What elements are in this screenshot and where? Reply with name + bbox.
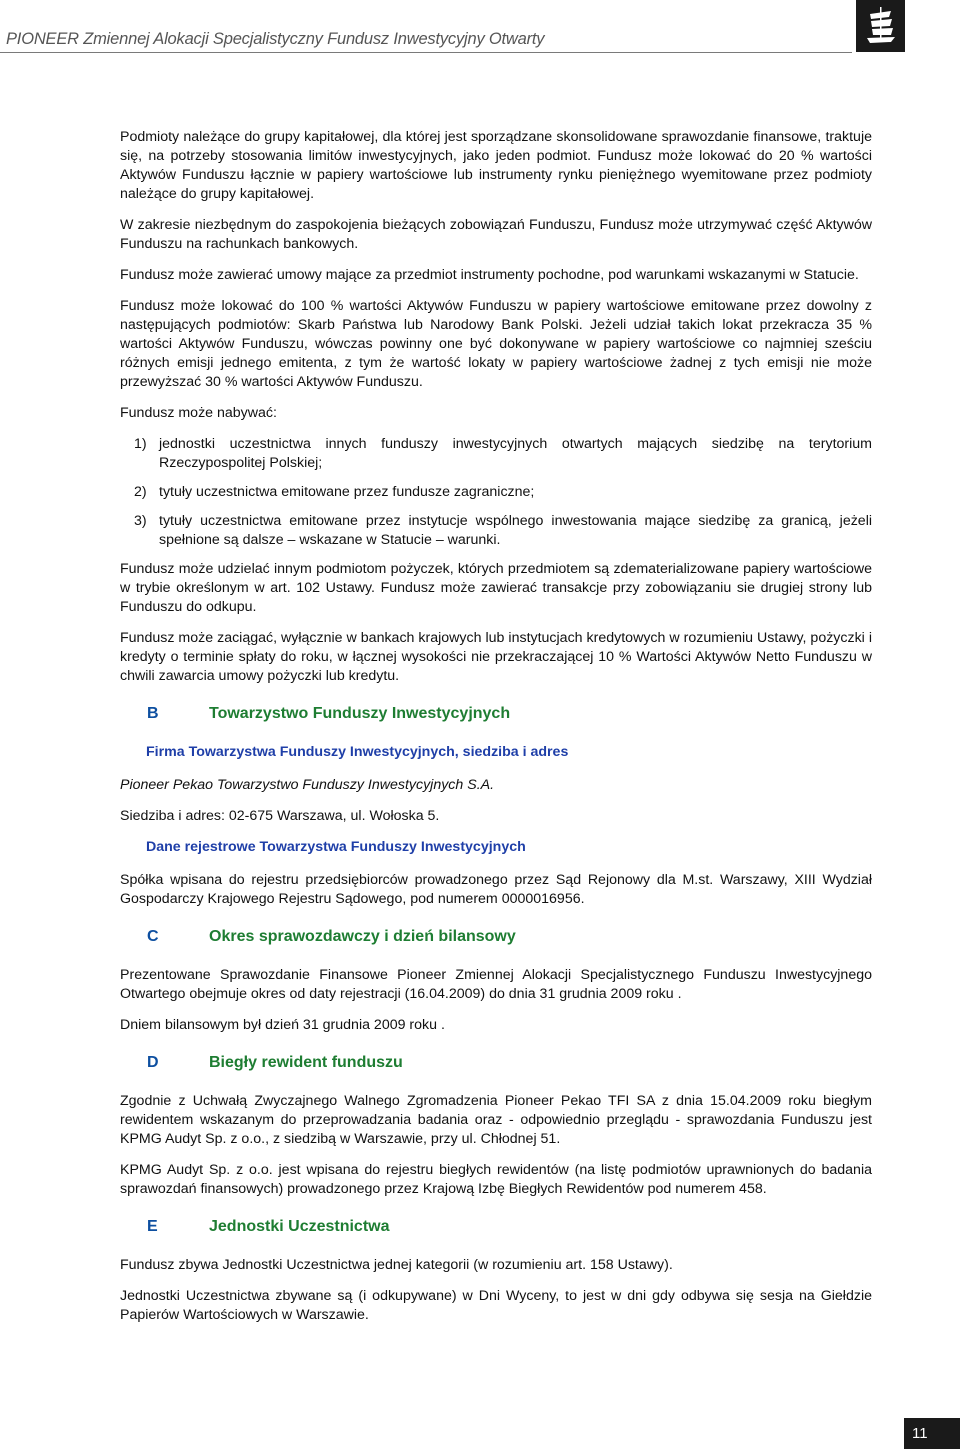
list-item-text: tytuły uczestnictwa emitowane przez fundusze zagraniczne; — [159, 484, 535, 500]
auditor-registry-text: KPMG Audyt Sp. z o.o. jest wpisana do rejestru biegłych rewidentów (na listę podmiotów uprawnionych do badania sprawozdań finansowych) prowadzonego przez Krajową Izbę Biegłych Rewidentów pod numerem 458. — [120, 1162, 872, 1197]
paragraph-loans-securities: Fundusz może udzielać innym podmiotom pożyczek, których przedmiotem są zdematerializowane papiery wartościowe w trybie określonym w art. 102 Ustawy. Fundusz może zawierać transakcje przy zobowiązaniu sie drugiej strony lub Funduszu do odkupu. — [120, 561, 872, 615]
section-letter: B — [147, 705, 159, 722]
header-divider — [0, 52, 852, 53]
units-valuation-days-text: Jednostki Uczestnictwa zbywane są (i odkupywane) w Dni Wyceny, to jest w dni gdy odbywa się sesja na Giełdzie Papierów Wartościowych w Warszawie. — [120, 1288, 872, 1323]
section-heading-b — [147, 704, 872, 723]
section-heading-e — [147, 1217, 872, 1236]
registry-text: Spółka wpisana do rejestru przedsiębiorców prowadzonego przez Sąd Rejonowy dla M.st. Warszawy, XIII Wydział Gospodarczy Krajowego Rejestru Sądowego, pod numerem 0000016956. — [120, 872, 872, 907]
subheading-company-address: Firma Towarzystwa Funduszy Inwestycyjnych, siedziba i adres — [146, 744, 569, 760]
section-title: Towarzystwo Funduszy Inwestycyjnych — [209, 705, 511, 722]
units-category-text: Fundusz zbywa Jednostki Uczestnictwa jednej kategorii (w rozumieniu art. 158 Ustawy). — [120, 1257, 673, 1273]
page-body — [120, 128, 872, 1337]
section-letter: D — [147, 1054, 159, 1071]
auditor-resolution-text: Zgodnie z Uchwałą Zwyczajnego Walnego Zgromadzenia Pioneer Pekao TFI SA z dnia 15.04.2009 roku biegłym rewidentem wskazanym do przeprowadzania badania oraz - odpowiednio przeglądu - sprawozdania Funduszu jest KPMG Audyt Sp. z o.o., z siedzibą w Warszawie, przy ul. Chłodnej 51. — [120, 1093, 872, 1147]
section-letter: C — [147, 928, 159, 945]
page-number: 11 — [904, 1418, 960, 1449]
section-heading-c — [147, 927, 872, 946]
section-title: Biegły rewident funduszu — [209, 1054, 403, 1071]
list-item-number: 2) — [134, 484, 147, 500]
list-item — [120, 512, 872, 550]
list-item — [120, 483, 872, 502]
section-heading-d — [147, 1053, 872, 1072]
list-item-text: tytuły uczestnictwa emitowane przez instytucje wspólnego inwestowania mające siedzibę za granicą, jeżeli spełnione są dalsze – wskazane w Statucie – warunki. — [159, 513, 872, 548]
list-item-number: 3) — [134, 513, 147, 529]
reporting-period-text: Prezentowane Sprawozdanie Finansowe Pioneer Zmiennej Alokacji Specjalistycznego Funduszu Inwestycyjnego Otwartego obejmuje okres od daty rejestracji (16.04.2009) do dnia 31 grudnia 2009 roku . — [120, 967, 872, 1002]
section-letter: E — [147, 1218, 158, 1235]
paragraph-credit: Fundusz może zaciągać, wyłącznie w bankach krajowych lub instytucjach kredytowych w rozumieniu Ustawy, pożyczki i kredyty o terminie spłaty do roku, w łącznej wysokości nie przekraczającej 10 % Wartości Aktywów Netto Funduszu w chwili zawarcia umowy pożyczki lub kredytu. — [120, 630, 872, 684]
document-title: PIONEER Zmiennej Alokacji Specjalistyczny Fundusz Inwestycyjny Otwarty — [6, 30, 545, 48]
list-item — [120, 435, 872, 473]
paragraph-capital-group: Podmioty należące do grupy kapitałowej, dla której jest sporządzane skonsolidowane sprawozdanie finansowe, traktuje się, na potrzeby stosowania limitów inwestycyjnych, jako jeden podmiot. Fundusz może lokować do 20 % wartości Aktywów Funduszu łącznie w papiery wartościowe lub instrumenty rynku pieniężnego wyemitowane przez podmioty należące do grupy kapitałowej. — [120, 129, 872, 202]
paragraph-treasury-limit: Fundusz może lokować do 100 % wartości Aktywów Funduszu w papiery wartościowe emitowane przez dowolny z następujących podmiotów: Skarb Państwa lub Narodowy Bank Polski. Jeżeli udział takich lokat przekracza 35 % wartości Aktywów Funduszu, wówczas powinny one być dokonywane w papiery wartościowe co najmniej sześciu różnych emisji jednego emitenta, z tym że wartość lokaty w papiery wartościowe żadnej z tych emisji nie może przewyższać 30 % wartości Aktywów Funduszu. — [120, 298, 872, 390]
paragraph-derivatives: Fundusz może zawierać umowy mające za przedmiot instrumenty pochodne, pod warunkami wskazanymi w Statucie. — [120, 267, 859, 283]
subheading-registry: Dane rejestrowe Towarzystwa Funduszy Inwestycyjnych — [146, 839, 526, 855]
page-header — [0, 0, 960, 56]
paragraph-may-acquire: Fundusz może nabywać: — [120, 405, 277, 421]
company-address: Siedziba i adres: 02-675 Warszawa, ul. Wołoska 5. — [120, 808, 440, 824]
company-name: Pioneer Pekao Towarzystwo Funduszy Inwestycyjnych S.A. — [120, 777, 495, 793]
paragraph-bank-accounts: W zakresie niezbędnym do zaspokojenia bieżących zobowiązań Funduszu, Fundusz może utrzymywać część Aktywów Funduszu na rachunkach bankowych. — [120, 217, 872, 252]
section-title: Jednostki Uczestnictwa — [209, 1218, 390, 1235]
list-item-text: jednostki uczestnictwa innych funduszy inwestycyjnych otwartych mających siedzibę na terytorium Rzeczypospolitej Polskiej; — [159, 436, 872, 471]
sailing-ship-icon — [856, 0, 905, 52]
acquisition-list — [120, 435, 872, 550]
balance-date-text: Dniem bilansowym był dzień 31 grudnia 2009 roku . — [120, 1017, 445, 1033]
list-item-number: 1) — [134, 436, 147, 452]
section-title: Okres sprawozdawczy i dzień bilansowy — [209, 928, 516, 945]
